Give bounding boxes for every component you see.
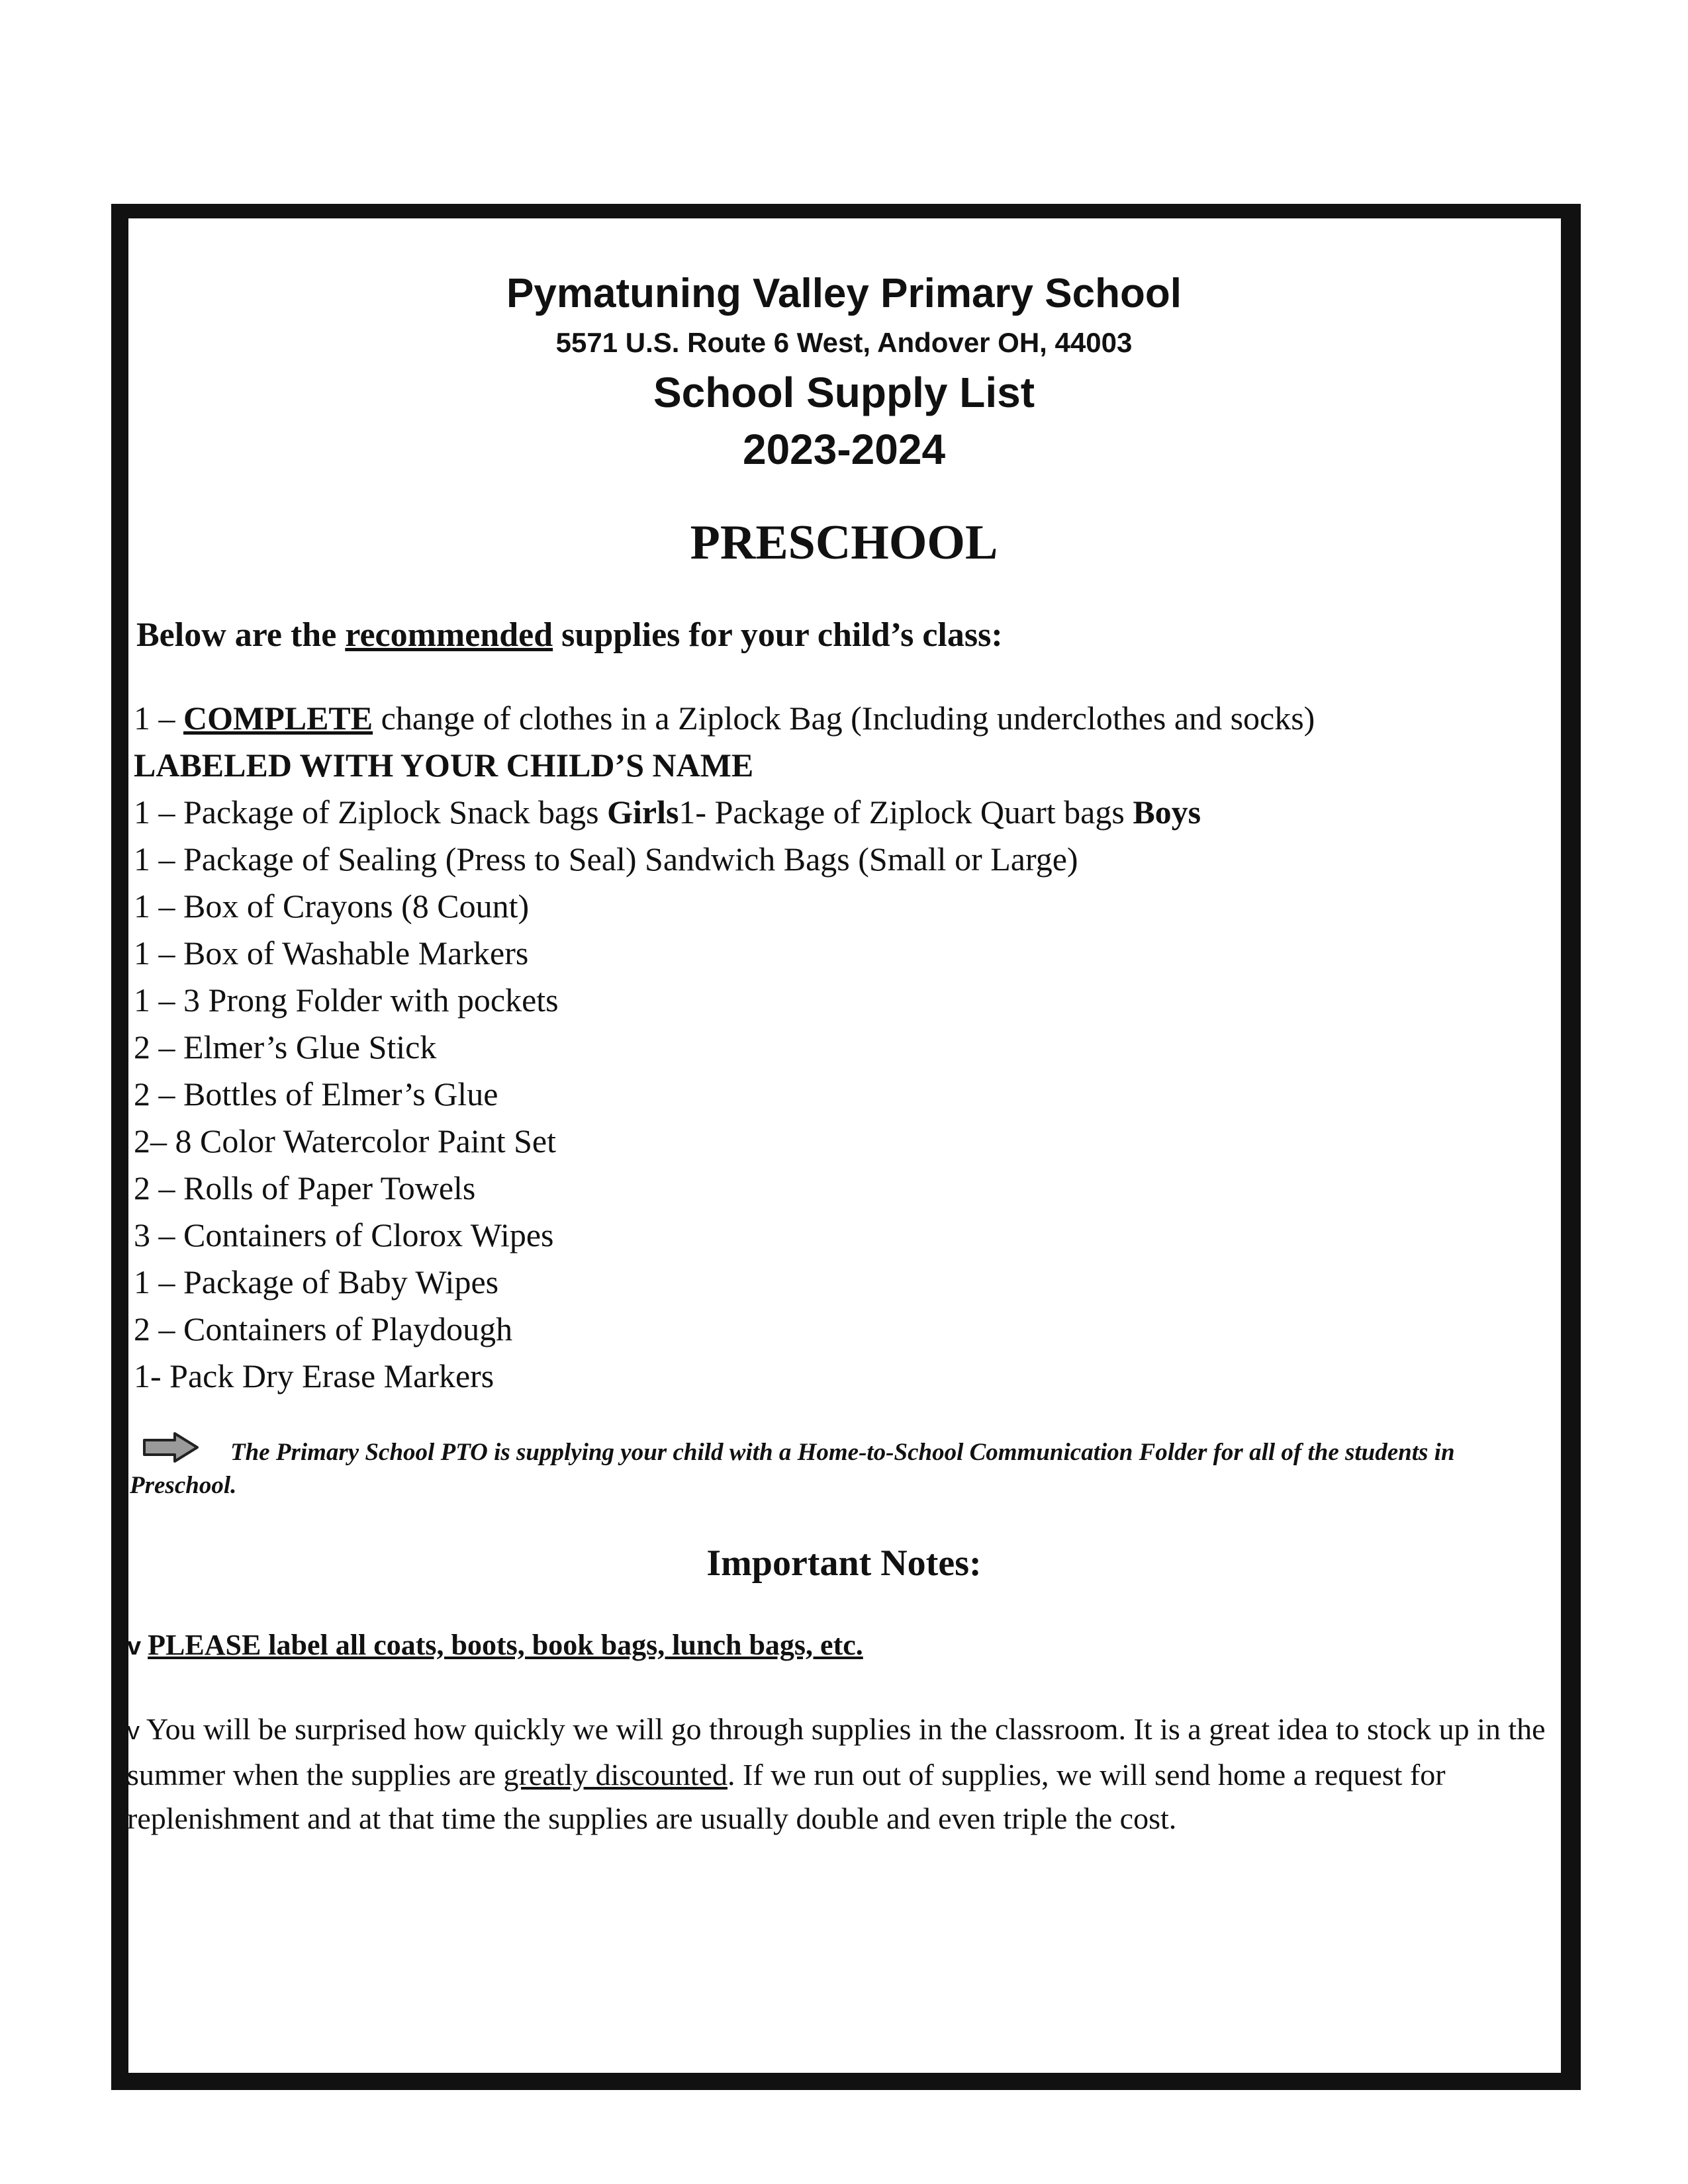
clothes-emphasis: COMPLETE — [183, 700, 373, 737]
intro-before: Below are the — [136, 616, 346, 654]
check-icon: v — [127, 1633, 142, 1661]
list-item: 1 – Box of Crayons (8 Count) — [134, 887, 530, 925]
note2-after: . If we run out of supplies, we will send home a request for replenishment and at that time the supplies are usually double and even triple the cost. — [127, 1758, 1446, 1835]
pto-note: The Primary School PTO is supplying your child with a Home-to-School Communication Folder for all of the students in Preschool. — [130, 1439, 1455, 1499]
intro-after: supplies for your child’s class: — [553, 616, 1003, 654]
list-item: 2 – Containers of Playdough — [134, 1310, 513, 1347]
check-icon: v — [127, 1717, 140, 1745]
school-address: 5571 U.S. Route 6 West, Andover OH, 44003 — [555, 327, 1133, 358]
list-item: 1 – 3 Prong Folder with pockets — [134, 981, 559, 1019]
note1-text: PLEASE label all coats, boots, book bags, lunch bags, etc. — [148, 1629, 863, 1661]
intro-text — [136, 615, 1003, 655]
list-item: 3 – Containers of Clorox Wipes — [134, 1216, 554, 1253]
supply-item-clothes — [134, 695, 1315, 742]
supply-list — [134, 695, 1315, 1400]
bags-boys: Boys — [1133, 794, 1201, 831]
note2-before: You will be surprised how quickly we will go through supplies in the classroom. It is a great idea to stock up in the summer when the supplies are — [127, 1712, 1546, 1792]
label-note: LABELED WITH YOUR CHILD’S NAME — [134, 747, 754, 784]
list-item: 1 – Package of Sealing (Press to Seal) Sandwich Bags (Small or Large) — [134, 841, 1078, 878]
bags-part2: 1- Package of Ziplock Quart bags — [679, 794, 1133, 831]
list-item: 1- Pack Dry Erase Markers — [134, 1357, 494, 1394]
school-name: Pymatuning Valley Primary School — [506, 271, 1182, 316]
note-supplies-cost — [127, 1707, 1550, 1841]
bags-girls: Girls — [607, 794, 679, 831]
clothes-rest: change of clothes in a Ziplock Bag (Including underclothes and socks) — [373, 700, 1315, 737]
notes-heading: Important Notes: — [706, 1543, 982, 1584]
bags-part1: 1 – Package of Ziplock Snack bags — [134, 794, 608, 831]
clothes-qty: 1 – — [134, 700, 183, 737]
list-item: 2 – Rolls of Paper Towels — [134, 1169, 476, 1206]
list-item: 2– 8 Color Watercolor Paint Set — [134, 1122, 557, 1160]
list-item: 1 – Package of Baby Wipes — [134, 1263, 499, 1300]
school-year: 2023-2024 — [742, 426, 946, 473]
note-label-items — [127, 1628, 863, 1662]
list-item: 2 – Bottles of Elmer’s Glue — [134, 1075, 498, 1113]
list-item: 1 – Box of Washable Markers — [134, 934, 529, 972]
page-title: School Supply List — [653, 369, 1035, 416]
supply-item-bags — [134, 789, 1315, 836]
list-item: 2 – Elmer’s Glue Stick — [134, 1028, 437, 1066]
grade-heading: PRESCHOOL — [690, 516, 998, 570]
note2-emphasis: greatly discounted — [503, 1758, 727, 1792]
intro-emphasis: recommended — [345, 616, 553, 654]
